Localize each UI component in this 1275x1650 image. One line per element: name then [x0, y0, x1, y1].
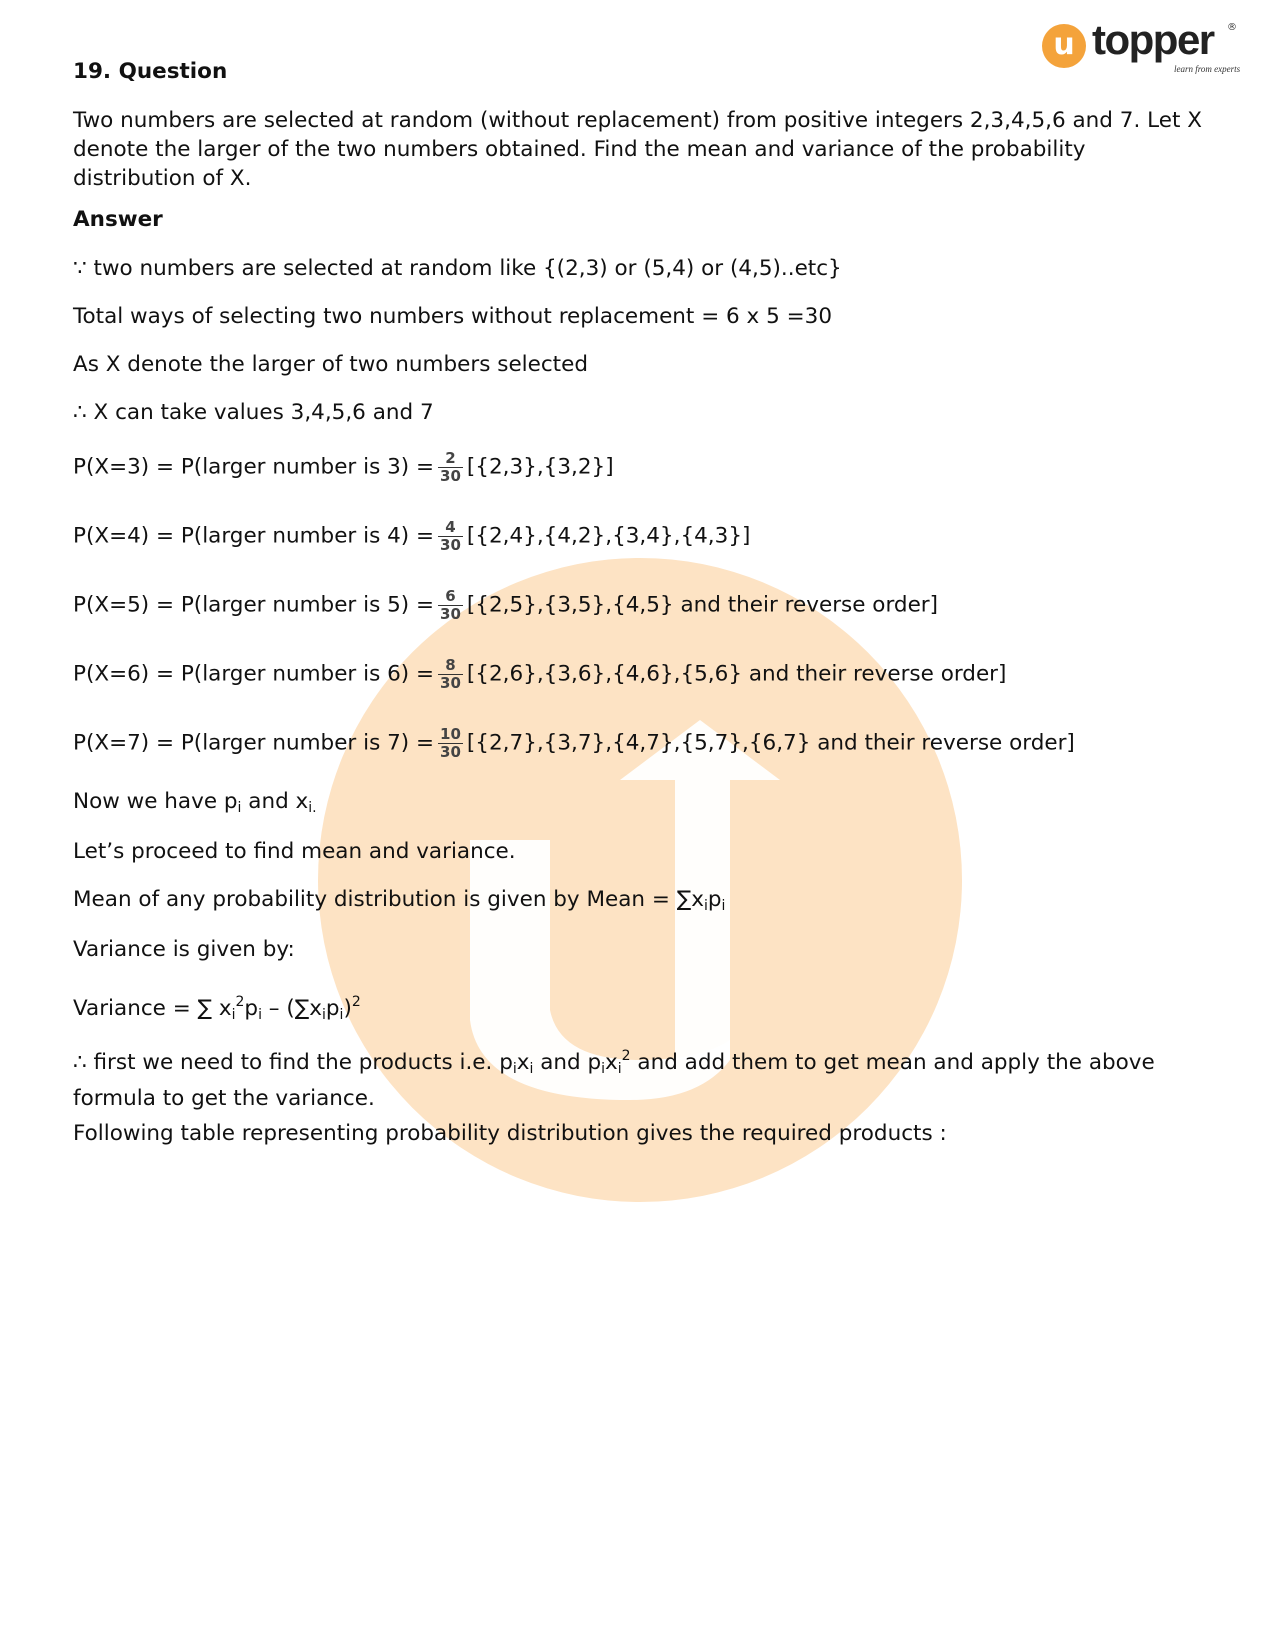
probability-row — [73, 657, 1006, 692]
probability-rhs: [{2,3},{3,2}] — [466, 454, 614, 480]
probability-lhs: P(X=7) = P(larger number is 7) = — [73, 730, 435, 756]
following-table-line: Following table representing probability distribution gives the required products : — [73, 1121, 947, 1146]
question-title: 19. Question — [73, 59, 228, 84]
logo-wordmark: topper — [1092, 16, 1214, 63]
probability-lhs: P(X=6) = P(larger number is 6) = — [73, 661, 435, 687]
probability-rhs: [{2,7},{3,7},{4,7},{5,7},{6,7} and their reverse order] — [466, 730, 1075, 756]
probability-rhs: [{2,4},{4,2},{3,4},{4,3}] — [466, 523, 751, 549]
probability-row — [73, 726, 1075, 761]
logo-tagline: learn from experts — [1174, 64, 1241, 74]
answer-line-4: ∴ X can take values 3,4,5,6 and 7 — [73, 400, 434, 425]
probability-row — [73, 450, 614, 485]
probability-lhs: P(X=5) = P(larger number is 5) = — [73, 592, 435, 618]
registered-mark: ® — [1227, 22, 1237, 33]
topper-logo[interactable] — [1042, 16, 1242, 80]
probability-fraction: $\frac{6}{30}$ — [440, 587, 461, 623]
probability-row — [73, 519, 750, 554]
watermark-logo — [300, 540, 980, 1220]
logo-letter: u — [1053, 27, 1075, 62]
variance-formula: Variance = ∑ $x_i^2p_i - (\sum x_ip_i)^2$ — [73, 994, 361, 1023]
answer-line-2: Total ways of selecting two numbers without replacement = 6 x 5 =30 — [73, 304, 832, 329]
probability-fraction: $\frac{2}{30}$ — [440, 449, 461, 485]
probability-row — [73, 588, 938, 623]
probability-fraction: $\frac{8}{30}$ — [440, 656, 461, 692]
variance-label: Variance is given by: — [73, 937, 295, 962]
now-have-line: Now we have $p_i$ and $x_{i.}$ — [73, 789, 317, 816]
probability-rhs: [{2,5},{3,5},{4,5} and their reverse order] — [466, 592, 939, 618]
probability-lhs: P(X=4) = P(larger number is 4) = — [73, 523, 435, 549]
answer-line-1: ∵ two numbers are selected at random like {(2,3) or (5,4) or (4,5)..etc} — [73, 256, 842, 281]
probability-fraction: $\frac{10}{30}$ — [440, 725, 461, 761]
probability-fraction: $\frac{4}{30}$ — [440, 518, 461, 554]
answer-line-3: As X denote the larger of two numbers selected — [73, 352, 588, 377]
products-paragraph: ∴ first we need to find the products i.e. $p_ix_i$ and $p_ix_i^2$ and add them to get mean and apply the above formula to get the variance. — [73, 1048, 1155, 1111]
probability-rhs: [{2,6},{3,6},{4,6},{5,6} and their reverse order] — [466, 661, 1007, 687]
answer-title: Answer — [73, 207, 163, 232]
question-text: Two numbers are selected at random (without replacement) from positive integers 2,3,4,5,6 and 7. Let X denote the larger of the two numbers obtained. Find the mean and variance of the probability distribution of X. — [73, 108, 1202, 191]
proceed-line: Let’s proceed to find mean and variance. — [73, 839, 516, 864]
mean-formula: Mean of any probability distribution is given by Mean = $\sum x_ip_i$ — [73, 887, 726, 914]
probability-lhs: P(X=3) = P(larger number is 3) = — [73, 454, 435, 480]
